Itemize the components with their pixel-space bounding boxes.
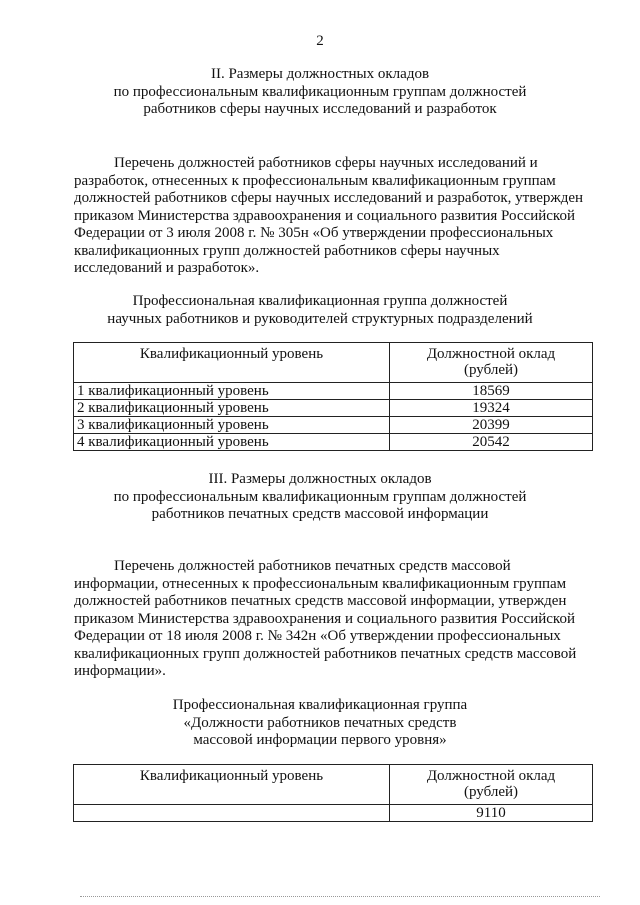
paragraph-line: Перечень должностей работников сферы научных исследований и	[114, 155, 538, 171]
paragraph-line: разработок, отнесенных к профессиональным квалификационным группам	[74, 172, 556, 189]
table-row	[74, 400, 593, 417]
salary-header-line: (рублей)	[463, 784, 519, 800]
salary-cell: 20542	[390, 434, 593, 451]
paragraph-line: Перечень должностей работников печатных средств массовой	[114, 558, 511, 574]
qualification-level-cell: 4 квалификационный уровень	[74, 434, 390, 451]
section-2-title-line: по профессиональным квалификационным группам должностей	[113, 83, 527, 100]
qualification-level-header: Квалификационный уровень	[74, 343, 390, 383]
group-title-line: научных работников и руководителей структурных подразделений	[107, 310, 533, 327]
salary-header	[390, 343, 593, 383]
paragraph-line: квалификационных групп должностей работников сферы научных	[74, 242, 500, 259]
section-3-group-title	[40, 697, 600, 750]
qualification-level-cell	[74, 805, 390, 822]
paragraph-line: должностей работников сферы научных исследований и разработок, утвержден	[74, 190, 584, 206]
group-title-line: Профессиональная квалификационная группа должностей	[132, 293, 508, 309]
salary-cell: 9110	[390, 805, 593, 822]
salary-cell: 19324	[390, 400, 593, 417]
section-3-title-line: работников печатных средств массовой информации	[151, 506, 489, 522]
salary-cell: 20399	[390, 417, 593, 434]
table-header-row	[74, 343, 593, 383]
paragraph-line: исследований и разработок».	[74, 260, 260, 276]
paragraph-line: квалификационных групп должностей работников печатных средств массовой	[74, 645, 577, 662]
salary-header-line: Должностной оклад	[426, 768, 556, 784]
salary-cell: 18569	[390, 383, 593, 400]
section-2-paragraph	[74, 155, 590, 278]
paragraph-line: приказом Министерства здравоохранения и социального развития Российской	[74, 207, 575, 224]
paragraph-line: приказом Министерства здравоохранения и социального развития Российской	[74, 610, 575, 627]
paragraph-line: Федерации от 18 июля 2008 г. № 342н «Об утверждении профессиональных	[74, 628, 561, 644]
paragraph-line: информации».	[74, 663, 166, 679]
salary-header-line: Должностной оклад	[426, 346, 556, 362]
table-row	[74, 383, 593, 400]
page-number: 2	[316, 33, 324, 49]
section-3-title	[40, 471, 600, 524]
qualification-level-cell: 2 квалификационный уровень	[74, 400, 390, 417]
section-2-title-line: работников сферы научных исследований и разработок	[143, 101, 497, 117]
qualification-level-cell: 3 квалификационный уровень	[74, 417, 390, 434]
section-2-salary-table	[73, 342, 593, 451]
group-title-line: «Должности работников печатных средств	[183, 714, 457, 731]
section-3-title-line: по профессиональным квалификационным группам должностей	[113, 488, 527, 505]
table-header-row	[74, 765, 593, 805]
paragraph-line: Федерации от 3 июля 2008 г. № 305н «Об утверждении профессиональных	[74, 225, 554, 241]
table-row	[74, 805, 593, 822]
page-bottom-rule	[80, 896, 600, 897]
section-2-title-line: II. Размеры должностных окладов	[210, 66, 430, 82]
group-title-line: массовой информации первого уровня»	[193, 732, 447, 748]
qualification-level-header: Квалификационный уровень	[74, 765, 390, 805]
paragraph-line: информации, отнесенных к профессиональным квалификационным группам	[74, 575, 567, 592]
section-2-group-title	[40, 293, 600, 328]
section-3-paragraph	[74, 558, 590, 681]
paragraph-line: должностей работников печатных средств массовой информации, утвержден	[74, 593, 567, 609]
group-title-line: Профессиональная квалификационная группа	[172, 697, 468, 713]
salary-header-line: (рублей)	[463, 362, 519, 378]
table-row	[74, 417, 593, 434]
section-3-title-line: III. Размеры должностных окладов	[208, 471, 432, 487]
section-2-title	[40, 66, 600, 119]
section-3-salary-table	[73, 764, 593, 822]
qualification-level-cell: 1 квалификационный уровень	[74, 383, 390, 400]
table-row	[74, 434, 593, 451]
salary-header	[390, 765, 593, 805]
